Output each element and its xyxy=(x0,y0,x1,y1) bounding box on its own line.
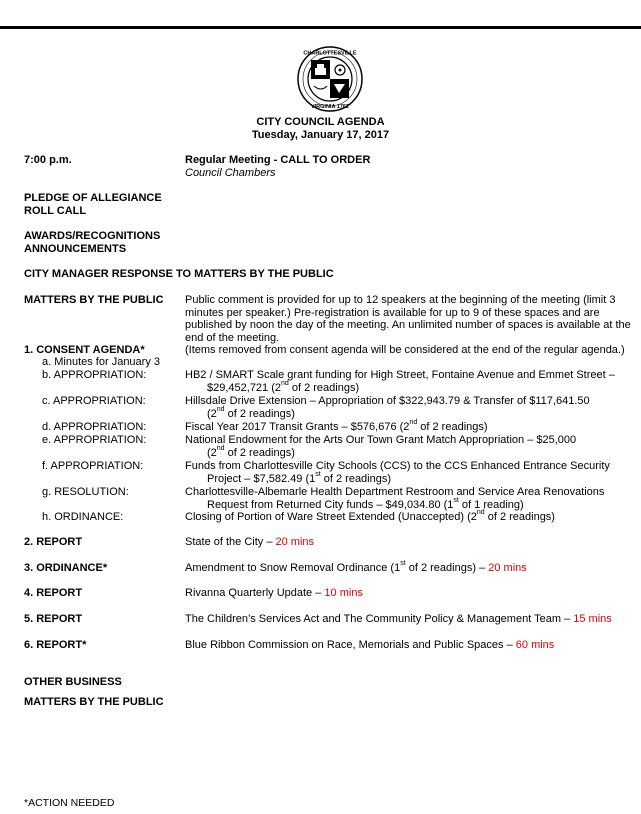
ordinal-sup: st xyxy=(453,496,459,504)
matters-by-public-closing: MATTERS BY THE PUBLIC xyxy=(24,696,164,708)
report-label: 2. REPORT xyxy=(24,536,83,548)
agenda-title: CITY COUNCIL AGENDA xyxy=(256,116,385,128)
consent-item-label: c. APPROPRIATION: xyxy=(42,395,146,407)
consent-item-text: (2 xyxy=(207,407,217,420)
consent-item-label: h. ORDINANCE: xyxy=(42,511,124,523)
pledge-block xyxy=(24,192,162,217)
ordinal-sup: st xyxy=(315,470,321,478)
consent-item-label: a. Minutes for January 3 xyxy=(42,356,161,368)
report-duration: 15 mins xyxy=(573,613,612,625)
consent-item-text: of 2 readings) xyxy=(224,446,295,459)
meeting-type: Regular Meeting - CALL TO ORDER xyxy=(185,154,371,166)
matters-text: Public comment is provided for up to 12 speakers at the beginning of the meeting (limit 3 minutes per speaker.) Pre-registration is available for up to 9 of these spaces and are published by noon the day of the meeting. An unlimited number of spaces is available at the end of the meeting. xyxy=(185,294,631,344)
consent-item-text: Closing of Portion of Ware Street Extended (Unaccepted) (2 xyxy=(185,511,477,523)
consent-item-text: National Endowment for the Arts Our Town Grant Match Appropriation – $25,000 xyxy=(185,434,577,446)
consent-agenda-note: (Items removed from consent agenda will be considered at the end of the regular agenda.) xyxy=(185,344,625,356)
matters-label: MATTERS BY THE PUBLIC xyxy=(24,294,164,306)
ordinal-sup: nd xyxy=(281,379,289,387)
consent-agenda-label: 1. CONSENT AGENDA* xyxy=(24,344,145,356)
ordinal-sup: nd xyxy=(216,444,225,452)
report-duration: 20 mins xyxy=(275,536,315,548)
agenda-date: Tuesday, January 17, 2017 xyxy=(251,129,390,141)
report-duration: 20 mins xyxy=(488,562,527,574)
other-business: OTHER BUSINESS xyxy=(24,676,122,688)
report-text: Amendment to Snow Removal Ordinance (1 xyxy=(185,562,401,574)
consent-item-label: d. APPROPRIATION: xyxy=(42,421,147,433)
consent-item-text: of 1 reading) xyxy=(458,498,524,511)
consent-item-text: Funds from Charlottesville City Schools (CCS) to the CCS Enhanced Entrance Security xyxy=(185,460,610,472)
awards-block xyxy=(24,230,160,255)
consent-item-text: of 2 readings) xyxy=(320,472,392,485)
report-label: 6. REPORT* xyxy=(24,639,87,651)
consent-item-label: b. APPROPRIATION: xyxy=(42,369,147,381)
consent-item-text: Project – $7,582.49 (1 xyxy=(207,472,316,485)
report-text: of 2 readings) – xyxy=(405,562,489,574)
ordinal-sup: nd xyxy=(216,405,225,413)
consent-item-label: g. RESOLUTION: xyxy=(42,486,129,498)
svg-text:CHARLOTTESVILLE: CHARLOTTESVILLE xyxy=(303,50,357,57)
awards-recognitions: AWARDS/RECOGNITIONS xyxy=(24,230,161,242)
announcements: ANNOUNCEMENTS xyxy=(24,242,127,255)
ordinal-sup: st xyxy=(400,560,406,568)
meeting-location: Council Chambers xyxy=(185,166,276,179)
report-label: 5. REPORT xyxy=(24,613,83,625)
pledge-of-allegiance: PLEDGE OF ALLEGIANCE xyxy=(24,192,162,204)
report-text: The Children’s Services Act and The Community Policy & Management Team – xyxy=(185,613,574,625)
ordinal-sup: nd xyxy=(476,509,485,517)
top-rule xyxy=(0,26,641,29)
consent-item-text: of 2 readings) xyxy=(288,381,360,394)
consent-item-text: of 2 readings) xyxy=(417,421,488,433)
consent-item-label: e. APPROPRIATION: xyxy=(42,434,147,446)
report-duration: 60 mins xyxy=(515,639,555,651)
svg-text:VIRGINIA 1762: VIRGINIA 1762 xyxy=(310,104,350,110)
report-text: Blue Ribbon Commission on Race, Memorials and Public Spaces – xyxy=(185,639,516,651)
consent-item-text: of 2 readings) xyxy=(224,407,295,420)
consent-item-text: HB2 / SMART Scale grant funding for High Street, Fontaine Avenue and Emmet Street – xyxy=(185,369,615,381)
roll-call: ROLL CALL xyxy=(24,204,87,217)
meeting-time: 7:00 p.m. xyxy=(24,154,72,166)
city-seal-icon xyxy=(297,46,363,112)
consent-item-text: Request from Returned City funds – $49,034.80 (1 xyxy=(207,498,454,511)
consent-item-text: of 2 readings) xyxy=(484,511,555,523)
report-duration: 10 mins xyxy=(324,587,363,599)
action-needed-footnote: *ACTION NEEDED xyxy=(24,797,115,809)
consent-item-text: Hillsdale Drive Extension – Appropriation of $322,943.79 & Transfer of $117,641.50 xyxy=(185,395,590,407)
report-text: State of the City – xyxy=(185,536,276,548)
consent-item-text: $29,452,721 (2 xyxy=(207,381,282,394)
ordinal-sup: nd xyxy=(409,419,418,427)
consent-item-text: Fiscal Year 2017 Transit Grants – $576,676 (2 xyxy=(185,421,410,433)
report-label: 4. REPORT xyxy=(24,587,83,599)
consent-item-label: f. APPROPRIATION: xyxy=(42,460,144,472)
report-text: Rivanna Quarterly Update – xyxy=(185,587,325,599)
consent-item-text: (2 xyxy=(207,446,217,459)
city-manager-response: CITY MANAGER RESPONSE TO MATTERS BY THE PUBLIC xyxy=(24,268,334,280)
consent-item-text: Charlottesville-Albemarle Health Department Restroom and Service Area Renovations xyxy=(185,486,605,498)
report-label: 3. ORDINANCE* xyxy=(24,562,108,574)
